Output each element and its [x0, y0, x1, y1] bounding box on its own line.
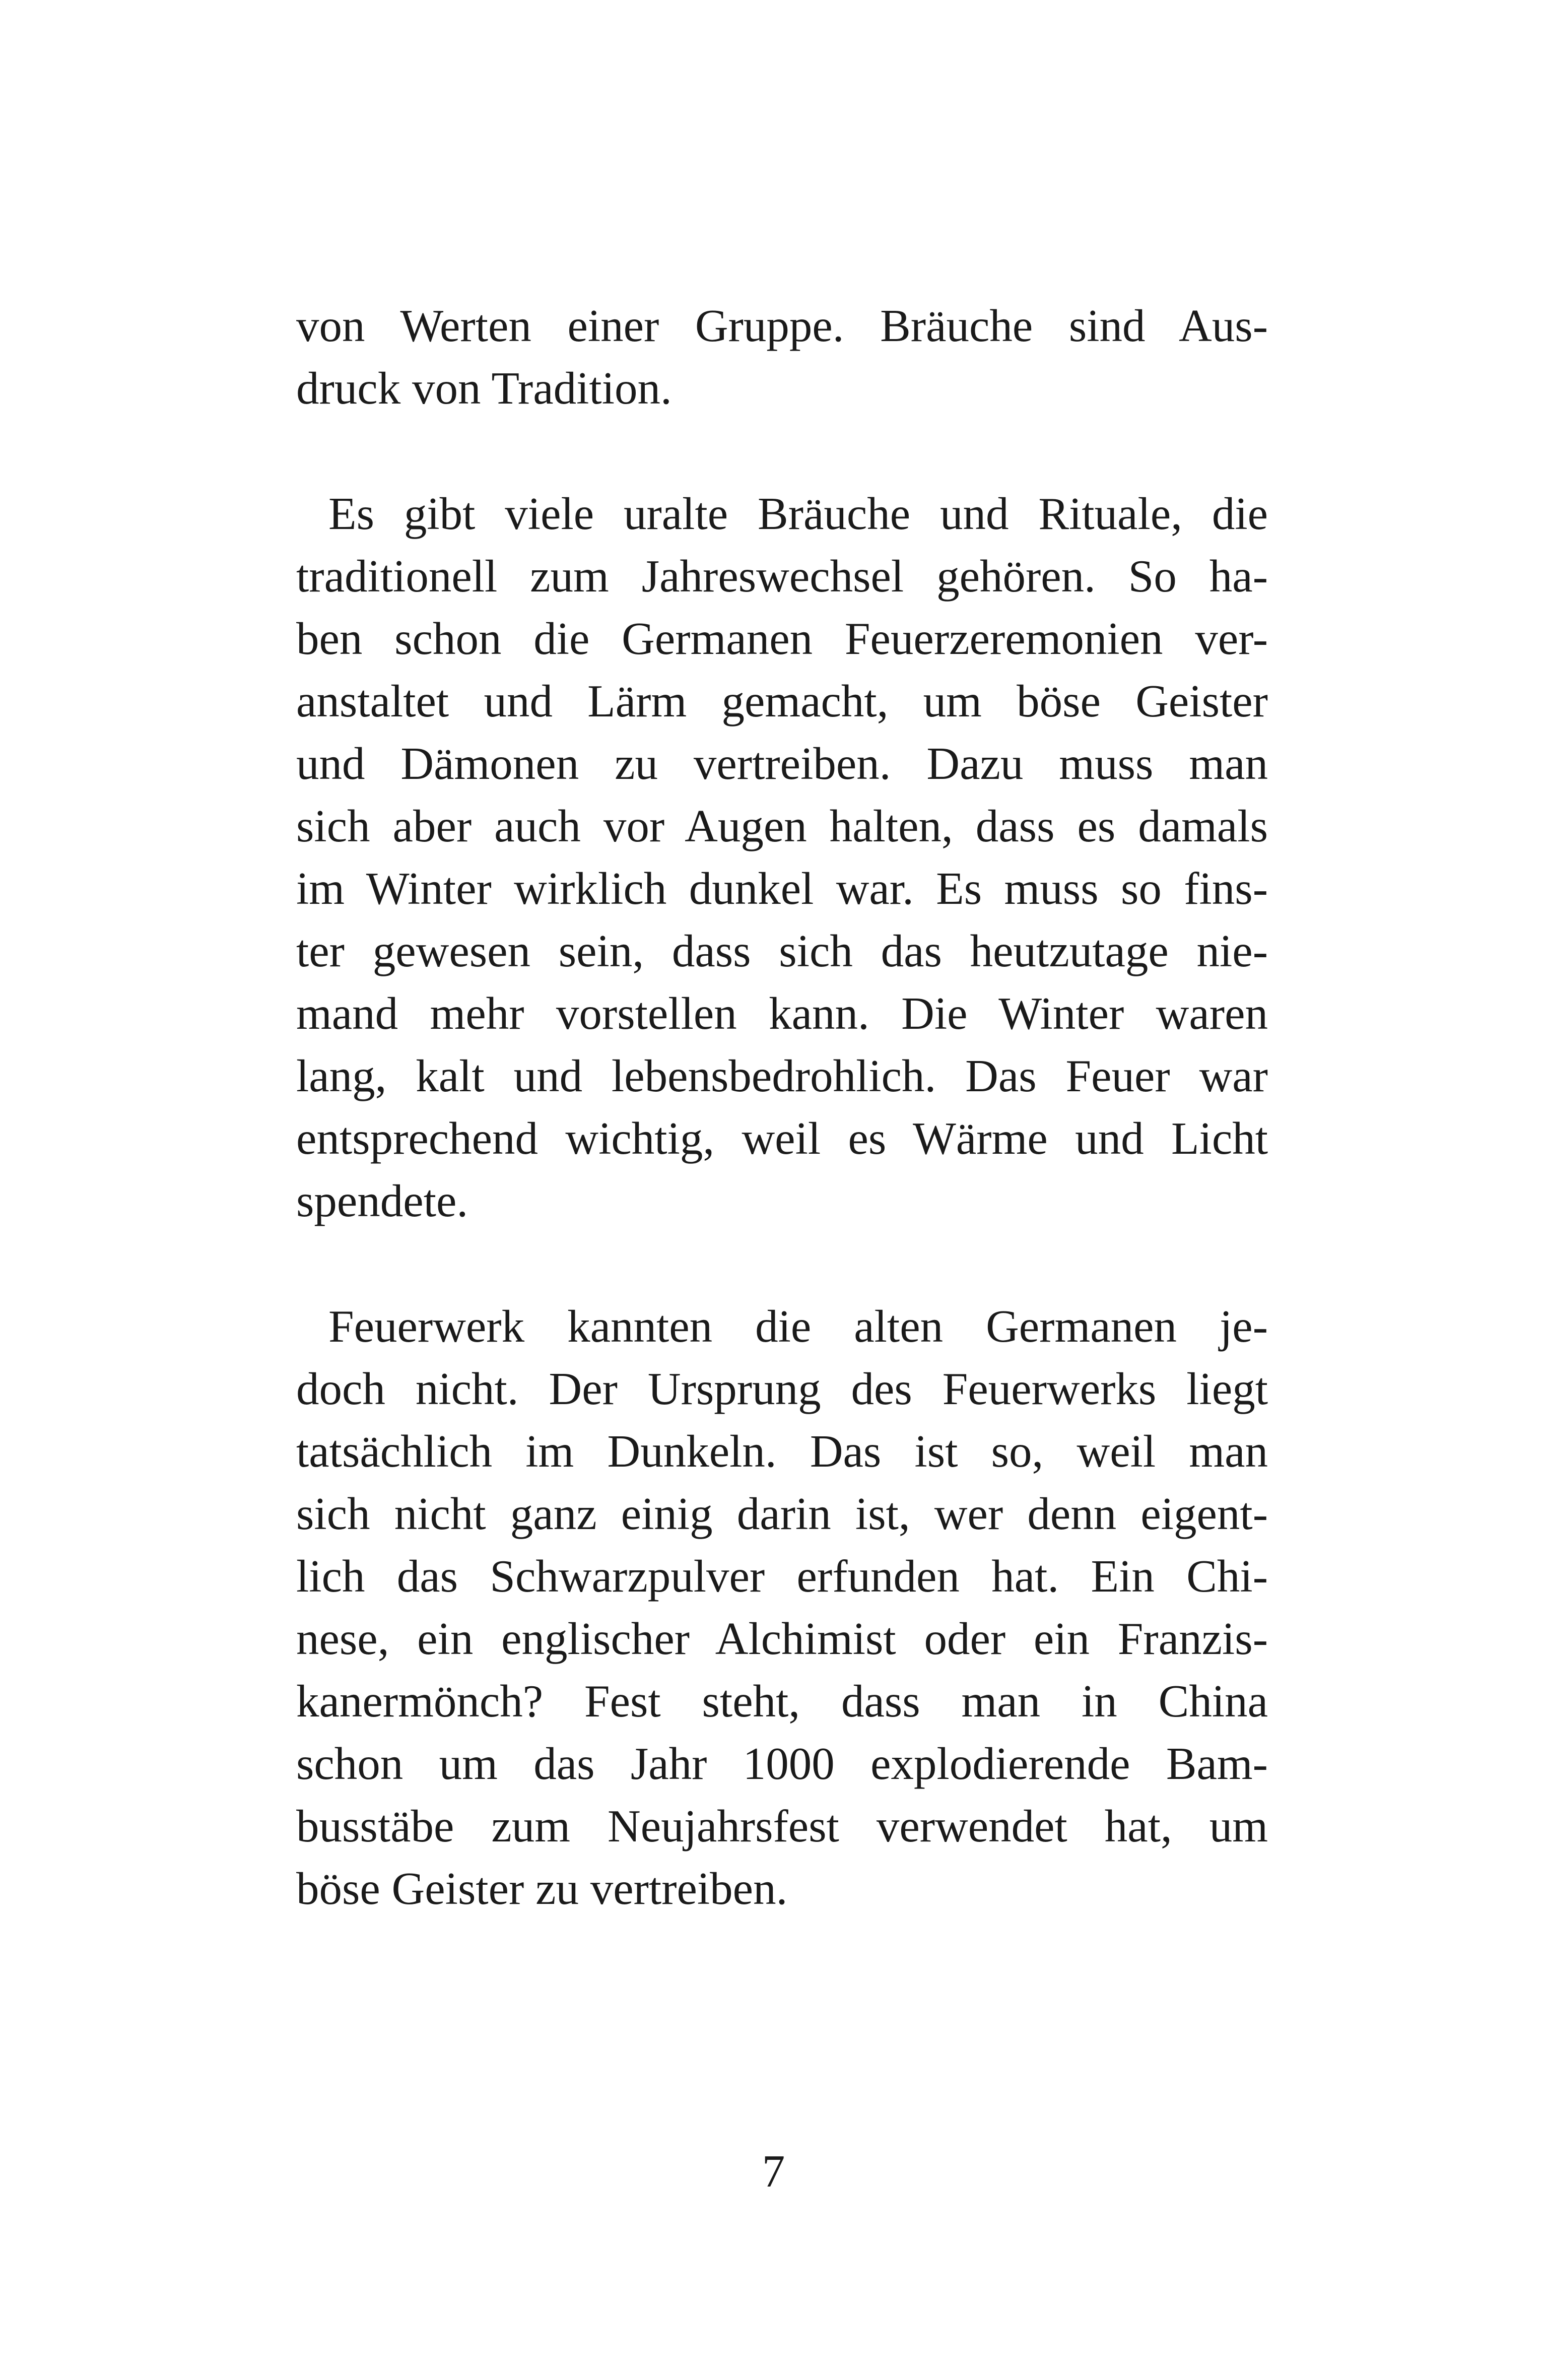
text-line: spendete.: [296, 1175, 468, 1226]
text-line: traditionell zum Jahreswechsel gehören. So ha-: [296, 551, 1268, 602]
text-line: im Winter wirklich dunkel war. Es muss so fins-: [296, 863, 1268, 914]
text-line: und Dämonen zu vertreiben. Dazu muss man: [296, 738, 1268, 789]
text-line: ben schon die Germanen Feuerzeremonien ver-: [296, 613, 1268, 664]
text-line: lich das Schwarzpulver erfunden hat. Ein Chi-: [296, 1551, 1268, 1602]
text-line: böse Geister zu vertreiben.: [296, 1863, 788, 1914]
page-number: 7: [762, 2146, 785, 2197]
text-line: sich nicht ganz einig darin ist, wer denn eigent-: [296, 1488, 1268, 1539]
text-line: sich aber auch vor Augen halten, dass es damals: [296, 801, 1268, 851]
text-line: Es gibt viele uralte Bräuche und Rituale, die: [328, 488, 1268, 539]
text-line: busstäbe zum Neujahrsfest verwendet hat, um: [296, 1801, 1268, 1852]
text-line: tatsächlich im Dunkeln. Das ist so, weil man: [296, 1426, 1268, 1477]
text-line: anstaltet und Lärm gemacht, um böse Geister: [296, 676, 1268, 726]
text-line: ter gewesen sein, dass sich das heutzutage nie-: [296, 925, 1268, 976]
text-line: Feuerwerk kannten die alten Germanen je-: [328, 1301, 1268, 1352]
text-line: entsprechend wichtig, weil es Wärme und Licht: [296, 1113, 1268, 1164]
text-line: kanermönch? Fest steht, dass man in China: [296, 1676, 1268, 1727]
text-line: schon um das Jahr 1000 explodierende Bam-: [296, 1738, 1268, 1789]
text-line: von Werten einer Gruppe. Bräuche sind Aus-: [296, 300, 1268, 351]
text-line: doch nicht. Der Ursprung des Feuerwerks liegt: [296, 1363, 1268, 1414]
text-line: lang, kalt und lebensbedrohlich. Das Feuer war: [296, 1050, 1268, 1101]
text-line: druck von Tradition.: [296, 363, 672, 414]
text-line: nese, ein englischer Alchimist oder ein Franzis-: [296, 1613, 1268, 1664]
text-line: mand mehr vorstellen kann. Die Winter waren: [296, 988, 1268, 1039]
